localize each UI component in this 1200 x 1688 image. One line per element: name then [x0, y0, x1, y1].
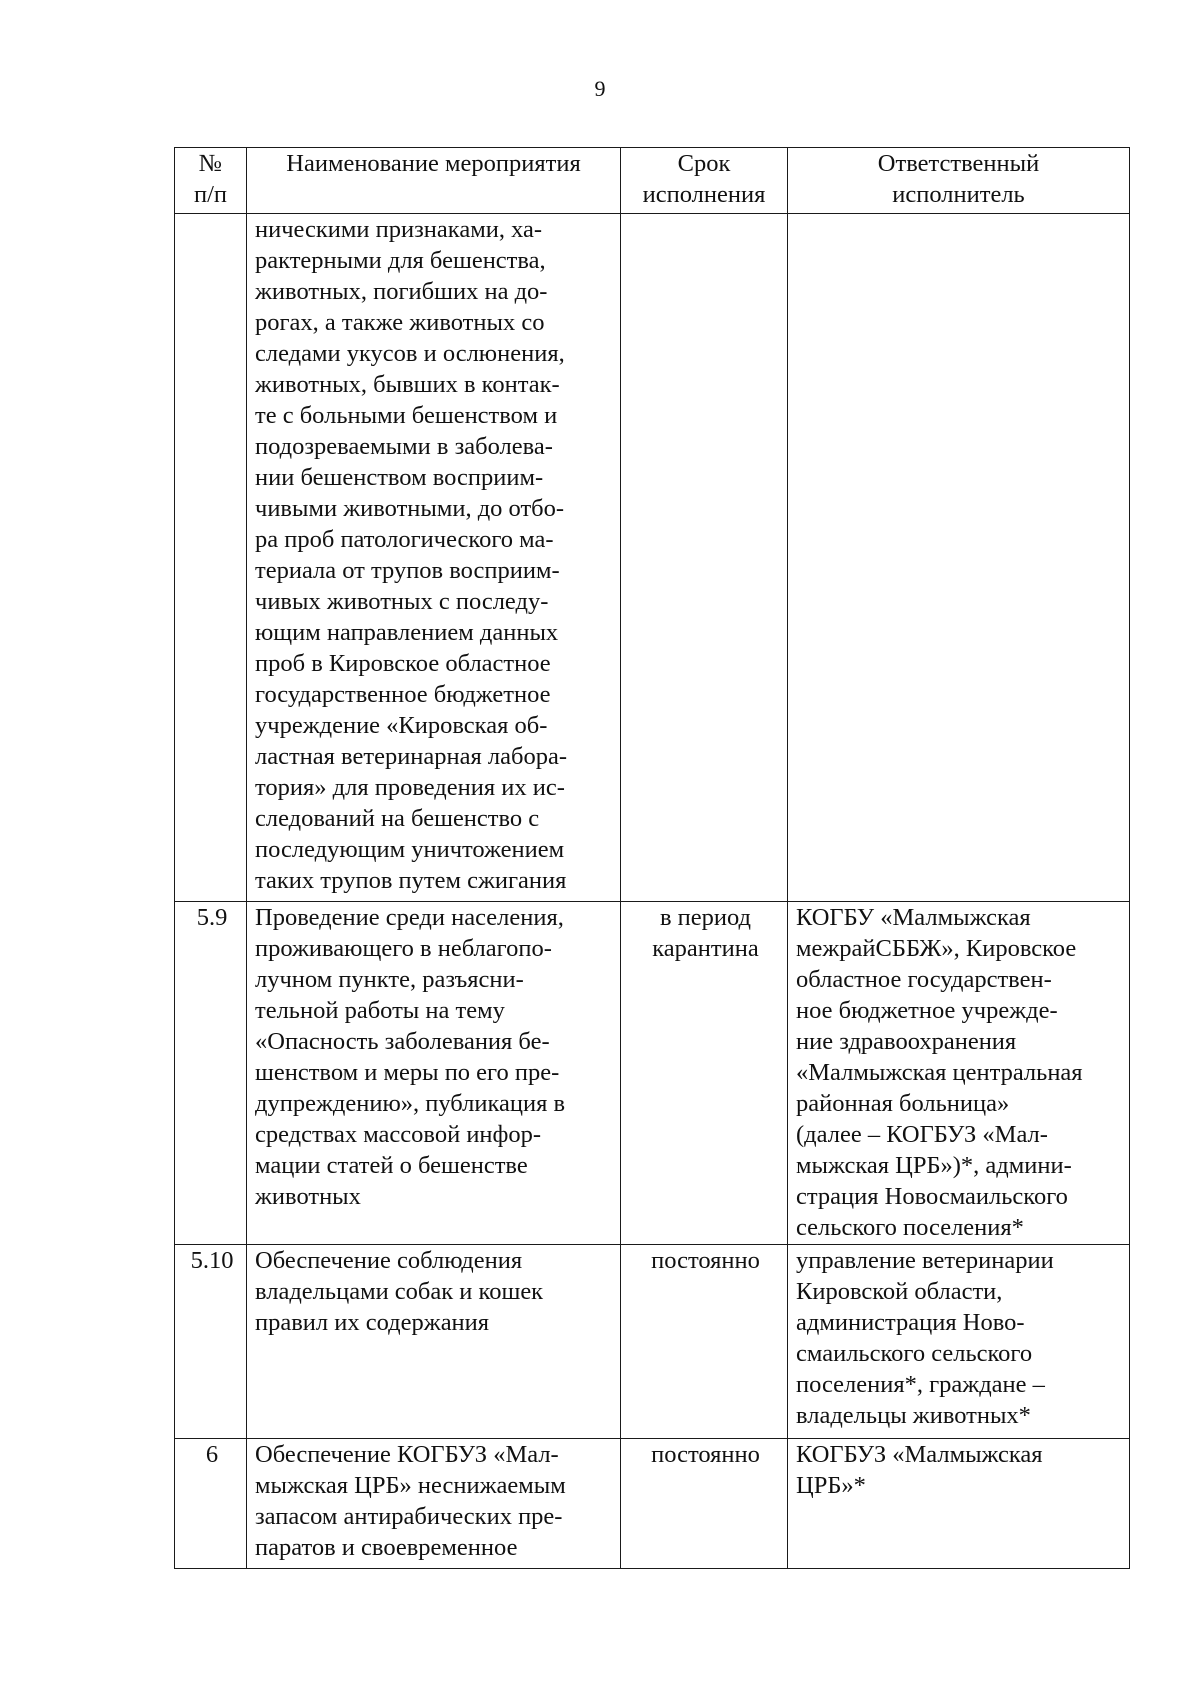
row-number	[175, 1245, 247, 1439]
cell-text-line: лучном пункте, разъясни-	[255, 966, 524, 993]
table-row	[175, 1439, 1130, 1569]
cell-text-line: поселения*, граждане –	[796, 1371, 1045, 1398]
row-number	[175, 902, 247, 1245]
cell-text-line: ЦРБ»*	[796, 1472, 866, 1499]
cell-text-line: страция Новосмаильского	[796, 1183, 1068, 1210]
cell-text-line: рактерными для бешенства,	[255, 247, 546, 274]
cell-text-line: районная больница»	[796, 1090, 1010, 1117]
cell-text-line: те с больными бешенством и	[255, 402, 558, 429]
cell-text-line: чивых животных с последу-	[255, 588, 549, 615]
cell-text-line: ние здравоохранения	[796, 1028, 1017, 1055]
cell-text-line: постоянно	[651, 1247, 760, 1274]
cell-text-line: владельцы животных*	[796, 1402, 1031, 1429]
cell-text-line: межрайСББЖ», Кировское	[796, 935, 1077, 962]
cell-text-line: государственное бюджетное	[255, 681, 551, 708]
cell-text-line: запасом антирабических пре-	[255, 1503, 563, 1530]
cell-text-line: КОГБУ «Малмыжская	[796, 904, 1031, 931]
cell-text-line: тельной работы на тему	[255, 997, 505, 1024]
cell-text-line: сельского поселения*	[796, 1214, 1024, 1241]
cell-text-line: проб в Кировское областное	[255, 650, 551, 677]
cell-text-line: мыжская ЦРБ» неснижаемым	[255, 1472, 566, 1499]
cell-text-line: областное государствен-	[796, 966, 1052, 993]
cell-text-line: Кировской области,	[796, 1278, 1003, 1305]
header-responsible	[788, 148, 1130, 214]
cell-text-line: администрация Ново-	[796, 1309, 1025, 1336]
cell-text-line: №	[198, 150, 223, 177]
cell-text-line: п/п	[193, 181, 228, 208]
cell-text-line: ющим направлением данных	[255, 619, 559, 646]
measures-table	[174, 147, 1130, 1569]
row-number	[175, 214, 247, 902]
cell-text-line: в период	[659, 904, 752, 931]
cell-text-line: 5.10	[190, 1247, 234, 1274]
table-row	[175, 214, 1130, 902]
cell-text-line: средствах массовой инфор-	[255, 1121, 542, 1148]
cell-text-line: ра проб патологического ма-	[255, 526, 554, 553]
header-term	[621, 148, 788, 214]
row-name	[247, 902, 621, 1245]
row-term	[621, 214, 788, 902]
cell-text-line: карантина	[652, 935, 759, 962]
cell-text-line: ластная ветеринарная лабора-	[255, 743, 568, 770]
cell-text-line: учреждение «Кировская об-	[255, 712, 548, 739]
cell-text-line: Обеспечение КОГБУЗ «Мал-	[255, 1441, 559, 1468]
cell-text-line: Ответственный	[877, 150, 1040, 177]
row-responsible	[788, 214, 1130, 902]
cell-text-line: (далее – КОГБУЗ «Мал-	[796, 1121, 1048, 1148]
row-name	[247, 1439, 621, 1569]
row-name	[247, 214, 621, 902]
cell-text-line: 5.9	[196, 904, 228, 931]
cell-text-line: животных, погибших на до-	[255, 278, 548, 305]
table-row	[175, 1245, 1130, 1439]
cell-text-line: следований на бешенство с	[255, 805, 540, 832]
cell-text-line: ническими признаками, ха-	[255, 216, 543, 243]
row-responsible	[788, 1245, 1130, 1439]
row-term	[621, 902, 788, 1245]
header-name	[247, 148, 621, 214]
cell-text-line: 6	[205, 1441, 219, 1468]
cell-text-line: шенством и меры по его пре-	[255, 1059, 560, 1086]
cell-text-line: таких трупов путем сжигания	[255, 867, 567, 894]
cell-text-line: нии бешенством восприим-	[255, 464, 544, 491]
row-responsible	[788, 902, 1130, 1245]
cell-text-line: последующим уничтожением	[255, 836, 565, 863]
cell-text-line: проживающего в неблагопо-	[255, 935, 552, 962]
row-term	[621, 1439, 788, 1569]
cell-text-line: рогах, а также животных со	[255, 309, 545, 336]
cell-text-line: Проведение среди населения,	[255, 904, 564, 931]
table-row	[175, 902, 1130, 1245]
cell-text-line: следами укусов и ослюнения,	[255, 340, 565, 367]
cell-text-line: правил их содержания	[255, 1309, 490, 1336]
table-header-row	[175, 148, 1130, 214]
cell-text-line: управление ветеринарии	[796, 1247, 1054, 1274]
cell-text-line: владельцами собак и кошек	[255, 1278, 544, 1305]
row-term	[621, 1245, 788, 1439]
row-responsible	[788, 1439, 1130, 1569]
page-number: 9	[594, 76, 606, 101]
cell-text-line: животных, бывших в контак-	[255, 371, 560, 398]
cell-text-line: мации статей о бешенстве	[255, 1152, 528, 1179]
cell-text-line: тория» для проведения их ис-	[255, 774, 565, 801]
cell-text-line: мыжская ЦРБ»)*, админи-	[796, 1152, 1072, 1179]
cell-text-line: «Малмыжская центральная	[796, 1059, 1083, 1086]
cell-text-line: КОГБУЗ «Малмыжская	[796, 1441, 1043, 1468]
row-number	[175, 1439, 247, 1569]
cell-text-line: Обеспечение соблюдения	[255, 1247, 523, 1274]
cell-text-line: паратов и своевременное	[255, 1534, 518, 1561]
header-number	[175, 148, 247, 214]
cell-text-line: чивыми животными, до отбо-	[255, 495, 565, 522]
cell-text-line: Наименование мероприятия	[286, 150, 581, 177]
cell-text-line: подозреваемыми в заболева-	[255, 433, 553, 460]
cell-text-line: ное бюджетное учрежде-	[796, 997, 1058, 1024]
cell-text-line: «Опасность заболевания бе-	[255, 1028, 550, 1055]
cell-text-line: постоянно	[651, 1441, 760, 1468]
row-name	[247, 1245, 621, 1439]
cell-text-line: исполнения	[642, 181, 766, 208]
cell-text-line: животных	[255, 1183, 361, 1210]
cell-text-line: исполнитель	[892, 181, 1025, 208]
cell-text-line: дупреждению», публикация в	[255, 1090, 566, 1117]
cell-text-line: Срок	[677, 150, 731, 177]
cell-text-line: смаильского сельского	[796, 1340, 1033, 1367]
cell-text-line: териала от трупов восприим-	[255, 557, 560, 584]
